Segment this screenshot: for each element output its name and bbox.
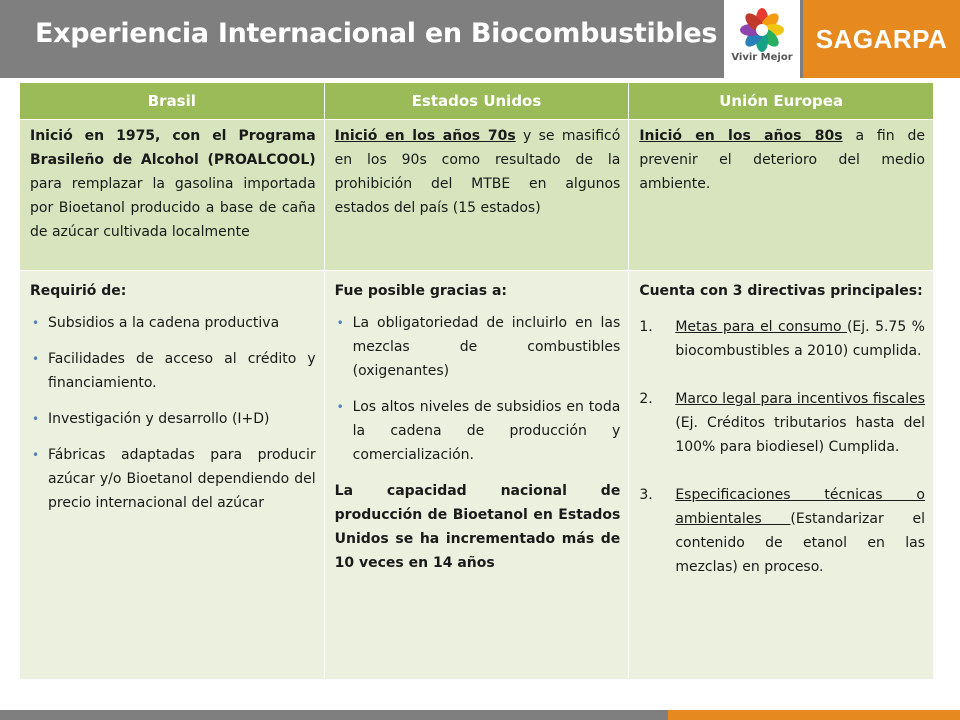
cell-usa-inicio: [324, 120, 629, 271]
list-item: 2. Marco legal para incentivos fiscales (Ej. Créditos tributarios hasta del 100% para biodiesel) Cumplida.: [639, 391, 925, 455]
bullet-icon: •: [32, 316, 40, 330]
brand-text: SAGARPA: [815, 24, 948, 54]
brasil-bullet-list: [30, 311, 316, 515]
col-header-union-europea: Unión Europea: [629, 83, 934, 120]
col-header-brasil: Brasil: [20, 83, 325, 120]
logo-caption: Vivir Mejor: [731, 52, 793, 63]
usa-inicio-bold: Inició en los años 70s: [334, 128, 516, 144]
usa-heading: Fue posible gracias a:: [334, 283, 507, 299]
brasil-inicio-text: para remplazar la gasolina importada por Bioetanol producido a base de caña de azúcar cultivada localmente: [30, 176, 316, 240]
usa-bullet-list: [335, 311, 621, 467]
list-item: • Los altos niveles de subsidios en toda la cadena de producción y comercialización.: [335, 395, 621, 467]
brasil-heading: Requirió de:: [30, 283, 127, 299]
cell-brasil-inicio: [20, 120, 325, 271]
flower-logo-icon: [737, 6, 787, 54]
brasil-inicio-bold: Inició en 1975, con el Programa Brasileño de Alcohol (PROALCOOL): [30, 128, 316, 168]
bullet-icon: •: [32, 412, 40, 426]
bullet-icon: •: [336, 316, 344, 330]
table-row-detalles: [20, 271, 934, 680]
cell-ue-inicio: [629, 120, 934, 271]
bullet-icon: •: [32, 352, 40, 366]
ue-heading: Cuenta con 3 directivas principales:: [639, 283, 923, 299]
col-header-estados-unidos: Estados Unidos: [324, 83, 629, 120]
bullet-icon: •: [336, 400, 344, 414]
list-item: 3. Especificaciones técnicas o ambientales (Estandarizar el contenido de etanol en las mezclas) en proceso.: [639, 487, 925, 575]
list-item: • Facilidades de acceso al crédito y financiamiento.: [30, 347, 316, 395]
ue-directives-list: [639, 315, 925, 579]
list-item: • Investigación y desarrollo (I+D): [30, 407, 316, 431]
list-item: • Subsidios a la cadena productiva: [30, 311, 316, 335]
cell-ue-detalles: [629, 271, 934, 680]
footer-bar-orange: [668, 710, 960, 720]
table-row-inicio: [20, 120, 934, 271]
list-item: • Fábricas adaptadas para producir azúcar y/o Bioetanol dependiendo del precio internacional del azúcar: [30, 443, 316, 515]
table-header-row: [20, 83, 934, 120]
cell-usa-detalles: [324, 271, 629, 680]
footer-bar-gray: [0, 710, 668, 720]
ue-inicio-bold: Inició en los años 80s: [639, 128, 843, 144]
comparison-table: [19, 82, 934, 680]
sagarpa-brand: [803, 0, 960, 78]
ue-inicio-text: a fin de prevenir el deterioro del medio ambiente.: [639, 128, 925, 192]
list-item: 1. Metas para el consumo (Ej. 5.75 % biocombustibles a 2010) cumplida.: [639, 319, 925, 359]
vivir-mejor-logo: [724, 0, 800, 78]
page-title: Experiencia Internacional en Biocombustibles: [35, 18, 718, 49]
usa-inicio-text: y se masificó en los 90s como resultado de la prohibición del MTBE en algunos estados del país (15 estados): [334, 128, 621, 216]
cell-brasil-detalles: [20, 271, 325, 680]
bullet-icon: •: [32, 448, 40, 462]
usa-capacity-note: La capacidad nacional de producción de Bioetanol en Estados Unidos se ha incrementado más de 10 veces en 14 años: [334, 483, 621, 571]
list-item: • La obligatoriedad de incluirlo en las mezclas de combustibles (oxigenantes): [335, 311, 621, 383]
